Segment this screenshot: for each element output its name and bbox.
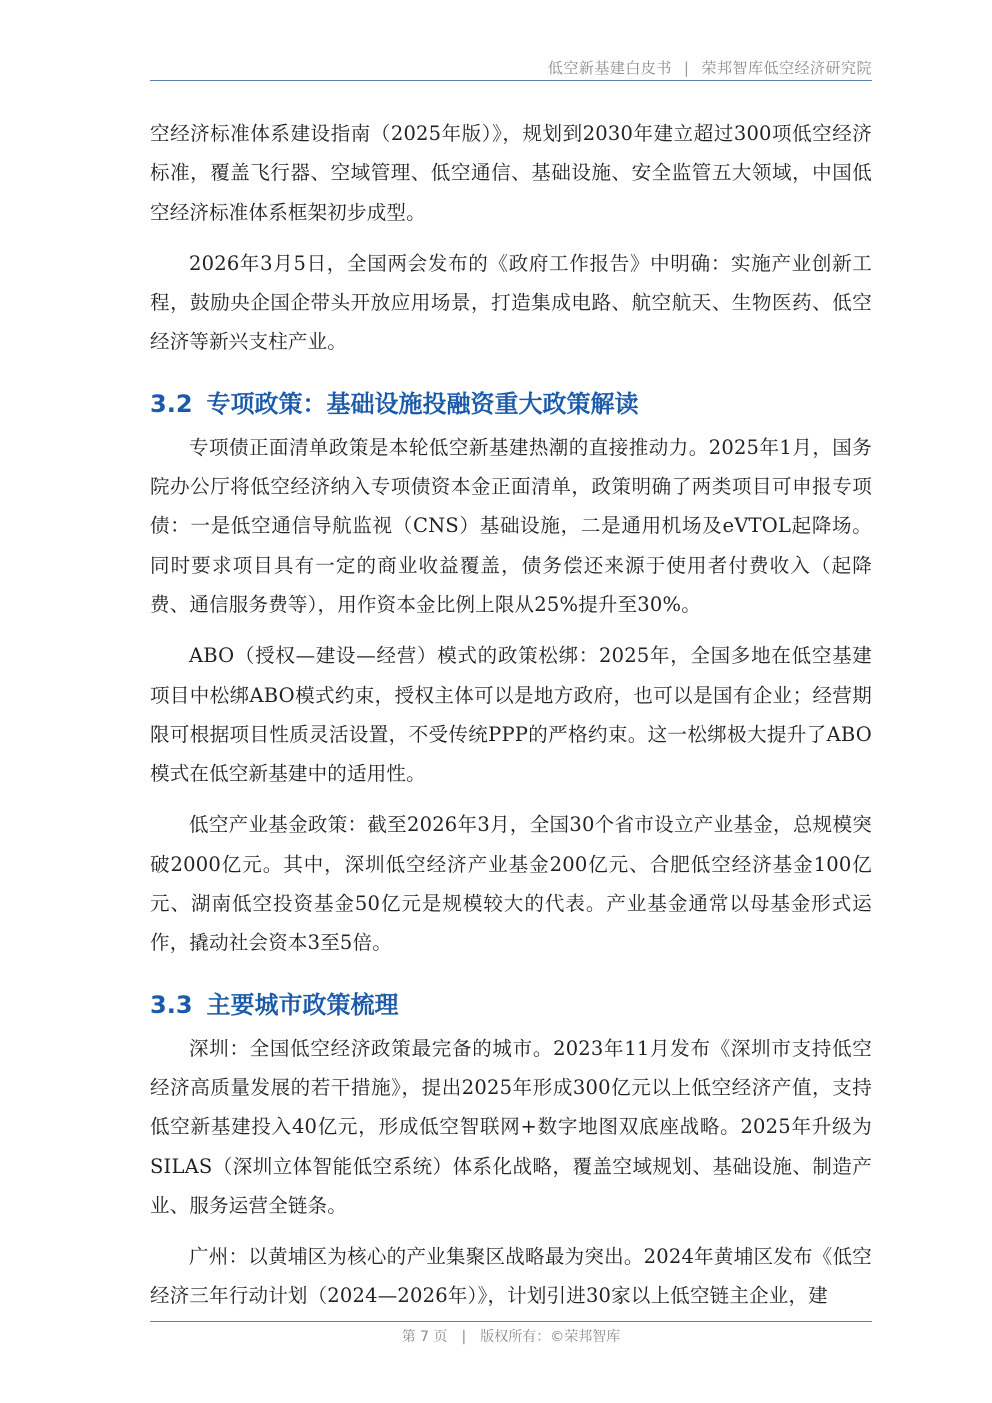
header-doc-title: 低空新基建白皮书: [547, 59, 672, 77]
page-footer: [150, 1326, 872, 1346]
page-number: 第 7 页: [401, 1329, 448, 1345]
section-title: 专项政策：基础设施投融资重大政策解读: [206, 389, 639, 418]
page-header: [150, 57, 872, 78]
section-number: 3.3: [150, 990, 193, 1019]
footer-separator: |: [461, 1329, 467, 1345]
header-rule: [150, 80, 872, 81]
paragraph: 广州：以黄埔区为核心的产业集聚区战略最为突出。2024年黄埔区发布《低空经济三年行动计划（2024—2026年）》，计划引进30家以上低空链主企业，建: [150, 1245, 872, 1308]
header-separator: |: [683, 59, 690, 77]
footer-rule: [150, 1321, 872, 1322]
paragraph: 空经济标准体系建设指南（2025年版）》，规划到2030年建立超过300项低空经济标准，覆盖飞行器、空域管理、低空通信、基础设施、安全监管五大领域，中国低空经济标准体系框架初步成型。: [150, 122, 872, 224]
paragraph: 深圳：全国低空经济政策最完备的城市。2023年11月发布《深圳市支持低空经济高质量发展的若干措施》，提出2025年形成300亿元以上低空经济产值，支持低空新基建投入40亿元，形成低空智联网+数字地图双底座战略。2025年升级为SILAS（深圳立体智能低空系统）体系化战略，覆盖空域规划、基础设施、制造产业、服务运营全链条。: [150, 1036, 872, 1217]
paragraph: ABO（授权—建设—经营）模式的政策松绑：2025年，全国多地在低空基建项目中松绑ABO模式约束，授权主体可以是地方政府，也可以是国有企业；经营期限可根据项目性质灵活设置，不受传统PPP的严格约束。这一松绑极大提升了ABO模式在低空新基建中的适用性。: [150, 644, 872, 786]
section-title: 主要城市政策梳理: [206, 990, 399, 1019]
section-heading-3-3: [150, 985, 872, 1025]
paragraph: 2026年3月5日，全国两会发布的《政府工作报告》中明确：实施产业创新工程，鼓励央企国企带头开放应用场景，打造集成电路、航空航天、生物医药、低空经济等新兴支柱产业。: [150, 251, 872, 354]
page-body: [150, 114, 872, 1328]
section-number: 3.2: [150, 389, 193, 418]
paragraph: 专项债正面清单政策是本轮低空新基建热潮的直接推动力。2025年1月，国务院办公厅将低空经济纳入专项债资本金正面清单，政策明确了两类项目可申报专项债：一是低空通信导航监视（CNS）基础设施，二是通用机场及eVTOL起降场。同时要求项目具有一定的商业收益覆盖，债务偿还来源于使用者付费收入（起降费、通信服务费等），用作资本金比例上限从25%提升至30%。: [150, 435, 872, 616]
paragraph: 低空产业基金政策：截至2026年3月，全国30个省市设立产业基金，总规模突破2000亿元。其中，深圳低空经济产业基金200亿元、合肥低空经济基金100亿元、湖南低空投资基金50亿元是规模较大的代表。产业基金通常以母基金形式运作，撬动社会资本3至5倍。: [150, 813, 872, 955]
copyright: 版权所有：©荣邦智库: [480, 1329, 621, 1345]
section-heading-3-2: [150, 384, 872, 424]
header-org: 荣邦智库低空经济研究院: [701, 59, 872, 77]
